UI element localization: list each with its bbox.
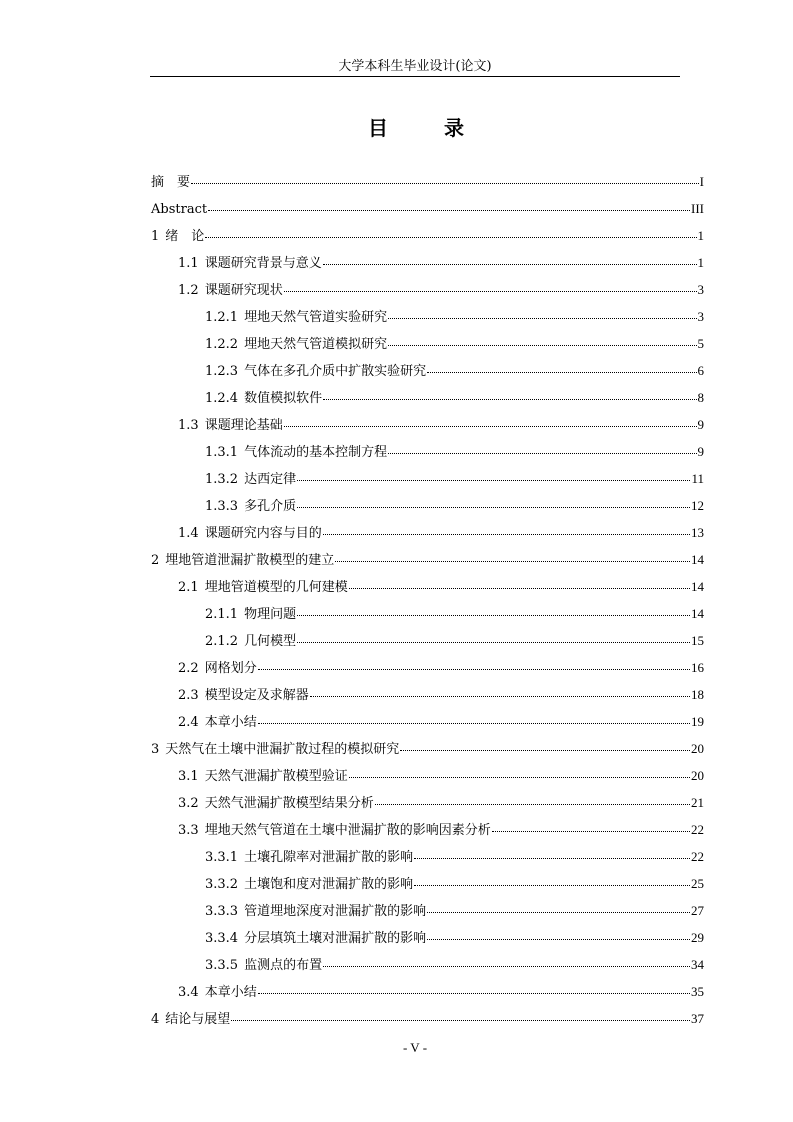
toc-entry-number: 3.3.1 [205,850,239,865]
toc-entry[interactable] [151,897,704,924]
toc-entry-label: 土壤饱和度对泄漏扩散的影响 [244,877,414,892]
toc-entry-page: 18 [691,687,704,702]
toc-entry[interactable] [151,951,704,978]
toc-dot-leader [388,317,696,319]
toc-entry-page: 1 [697,255,704,270]
toc-entry-page: 35 [691,984,704,999]
toc-dot-leader [208,209,690,211]
toc-dot-leader [323,965,690,967]
toc-entry[interactable] [151,735,704,762]
toc-dot-leader [400,749,690,751]
toc-entry-page: I [699,174,704,189]
toc-entry-number: 3.3 [178,823,199,838]
toc-dot-leader [205,236,696,238]
toc-entry-page: 12 [691,498,704,513]
toc-entry-page: 29 [691,930,704,945]
toc-entry-label: 埋地天然气管道在土壤中泄漏扩散的影响因素分析 [204,823,491,838]
toc-entry-label: 本章小结 [204,985,257,1000]
toc-dot-leader [297,506,690,508]
toc-entry[interactable] [151,654,704,681]
toc-entry-page: 14 [691,579,704,594]
toc-entry-page: 22 [691,822,704,837]
toc-dot-leader [323,263,697,265]
toc-entry[interactable] [151,411,704,438]
toc-entry-number: 1.3 [178,418,199,433]
toc-entry-number: 1.4 [178,526,199,541]
toc-dot-leader [258,722,690,724]
toc-dot-leader [284,425,697,427]
toc-entry-number: 1.2 [178,283,199,298]
toc-entry-number: 1.2.4 [205,391,239,406]
toc-entry-page: 5 [697,336,704,351]
toc-entry-label: 多孔介质 [244,499,297,514]
toc-entry-label: 天然气泄漏扩散模型验证 [204,769,348,784]
toc-entry-label: 管道埋地深度对泄漏扩散的影响 [244,904,427,919]
toc-entry-label: Abstract [151,202,208,217]
toc-entry-page: 13 [691,525,704,540]
toc-entry-label: 气体在多孔介质中扩散实验研究 [244,364,427,379]
toc-entry[interactable] [151,492,704,519]
toc-entry[interactable] [151,249,704,276]
toc-entry-number: 2 [151,553,160,568]
toc-dot-leader [414,857,690,859]
toc-entry-number: 3.3.2 [205,877,239,892]
toc-entry-page: 25 [691,876,704,891]
toc-entry-label: 课题研究内容与目的 [204,526,322,541]
toc-entry[interactable] [151,195,704,222]
toc-entry-number: 1.2.2 [205,337,239,352]
toc-entry-page: 14 [691,606,704,621]
toc-entry[interactable] [151,708,704,735]
toc-entry-number: 1.3.2 [205,472,239,487]
toc-entry[interactable] [151,357,704,384]
toc-entry-number: 2.3 [178,688,199,703]
toc-dot-leader [310,695,690,697]
toc-entry-number: 3.3.3 [205,904,239,919]
toc-entry-number: 3.3.5 [205,958,239,973]
toc-entry-number: 1.3.3 [205,499,239,514]
toc-entry-page: 9 [697,444,704,459]
toc-entry-label: 网格划分 [204,661,257,676]
toc-entry-page: 6 [697,363,704,378]
toc-entry-page: 8 [697,390,704,405]
toc-entry-number: 3 [151,742,160,757]
toc-dot-leader [349,776,690,778]
toc-entry-label: 埋地管道泄漏扩散模型的建立 [165,553,335,568]
toc-entry-number: 1.1 [178,256,199,271]
toc-entry-page: 37 [691,1011,704,1026]
toc-entry[interactable] [151,762,704,789]
toc-entry-label: 监测点的布置 [244,958,323,973]
toc-entry[interactable] [151,465,704,492]
toc-entry[interactable] [151,519,704,546]
toc-dot-leader [284,290,697,292]
toc-entry-label: 结论与展望 [165,1012,231,1027]
toc-entry-label: 埋地天然气管道模拟研究 [244,337,388,352]
toc-entry-page: 21 [691,795,704,810]
toc-dot-leader [427,938,690,940]
toc-dot-leader [297,641,690,643]
toc-entry[interactable] [151,546,704,573]
toc-entry-label: 埋地天然气管道实验研究 [244,310,388,325]
toc-dot-leader [388,344,696,346]
toc-entry-number: 1 [151,229,160,244]
toc-entry-number: 3.1 [178,769,199,784]
toc-entry-page: 27 [691,903,704,918]
toc-entry[interactable] [151,870,704,897]
toc-entry-page: 15 [691,633,704,648]
toc-entry[interactable] [151,843,704,870]
header-rule [150,76,680,77]
page-title: 目 录 [368,116,482,140]
toc-entry-page: 22 [691,849,704,864]
toc-entry-page: 34 [691,957,704,972]
toc-entry[interactable] [151,573,704,600]
toc-entry-page: 19 [691,714,704,729]
toc-dot-leader [349,587,690,589]
toc-entry[interactable] [151,627,704,654]
toc-dot-leader [297,614,690,616]
toc-entry-page: 16 [691,660,704,675]
toc-entry-page: 9 [697,417,704,432]
toc-entry-number: 1.2.3 [205,364,239,379]
toc-entry-number: 3.3.4 [205,931,239,946]
toc-entry-page: 20 [691,768,704,783]
toc-entry-page: 11 [691,471,704,486]
toc-entry-label: 土壤孔隙率对泄漏扩散的影响 [244,850,414,865]
toc-entry[interactable] [151,276,704,303]
toc-entry[interactable] [151,438,704,465]
page-number: - V - [402,1040,428,1055]
toc-entry-number: 2.1 [178,580,199,595]
table-of-contents [151,168,704,1032]
toc-entry-page: 20 [691,741,704,756]
toc-entry-label: 天然气在土壤中泄漏扩散过程的模拟研究 [165,742,400,757]
toc-entry[interactable] [151,600,704,627]
toc-dot-leader [191,182,699,184]
toc-entry-page: 3 [697,309,704,324]
toc-dot-leader [231,1019,690,1021]
toc-entry-label: 摘 要 [151,175,191,190]
toc-entry-label: 课题理论基础 [204,418,283,433]
toc-entry-label: 分层填筑土壤对泄漏扩散的影响 [244,931,427,946]
toc-dot-leader [375,803,690,805]
toc-entry[interactable] [151,978,704,1005]
toc-entry-number: 2.2 [178,661,199,676]
toc-entry[interactable] [151,222,704,249]
toc-entry-label: 本章小结 [204,715,257,730]
toc-dot-leader [323,398,696,400]
toc-entry[interactable] [151,816,704,843]
toc-entry[interactable] [151,681,704,708]
toc-entry-label: 课题研究现状 [204,283,283,298]
toc-entry-label: 达西定律 [244,472,297,487]
toc-entry-label: 物理问题 [244,607,297,622]
toc-entry[interactable] [151,924,704,951]
toc-entry-label: 模型设定及求解器 [204,688,309,703]
toc-entry-page: III [691,201,704,216]
toc-dot-leader [323,533,690,535]
toc-dot-leader [414,884,690,886]
toc-dot-leader [258,992,690,994]
toc-entry-label: 几何模型 [244,634,297,649]
toc-entry[interactable] [151,1005,704,1032]
toc-dot-leader [427,371,696,373]
toc-entry-number: 2.1.2 [205,634,239,649]
toc-entry-page: 3 [697,282,704,297]
toc-entry[interactable] [151,330,704,357]
toc-entry-number: 1.2.1 [205,310,239,325]
toc-entry-number: 1.3.1 [205,445,239,460]
toc-entry[interactable] [151,789,704,816]
toc-entry-number: 3.4 [178,985,199,1000]
toc-dot-leader [492,830,690,832]
toc-entry-label: 课题研究背景与意义 [204,256,322,271]
toc-dot-leader [335,560,690,562]
toc-entry-label: 气体流动的基本控制方程 [244,445,388,460]
toc-entry[interactable] [151,303,704,330]
running-header: 大学本科生毕业设计(论文) [338,59,492,74]
toc-entry-label: 埋地管道模型的几何建模 [204,580,348,595]
toc-entry-number: 2.1.1 [205,607,239,622]
toc-entry-label: 绪 论 [165,229,205,244]
toc-entry-label: 天然气泄漏扩散模型结果分析 [204,796,374,811]
toc-entry-number: 3.2 [178,796,199,811]
toc-entry[interactable] [151,384,704,411]
toc-dot-leader [388,452,696,454]
toc-entry-number: 2.4 [178,715,199,730]
toc-dot-leader [297,479,690,481]
toc-entry-page: 14 [691,552,704,567]
toc-entry-number: 4 [151,1012,160,1027]
toc-entry-label: 数值模拟软件 [244,391,323,406]
toc-dot-leader [427,911,690,913]
toc-entry[interactable] [151,168,704,195]
toc-entry-page: 1 [697,228,704,243]
toc-dot-leader [258,668,690,670]
